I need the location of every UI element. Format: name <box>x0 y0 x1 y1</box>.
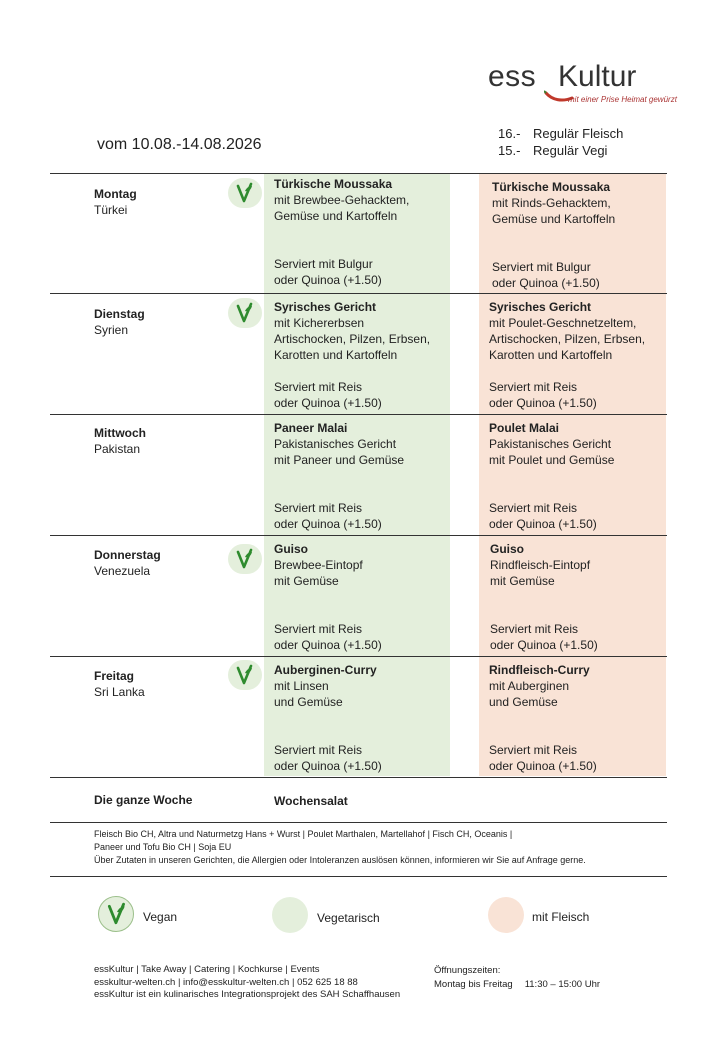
day-monday <box>94 186 137 218</box>
dish-line: Karotten und Kartoffeln <box>274 348 398 362</box>
dish-line: mit Paneer und Gemüse <box>274 453 405 467</box>
info-line: Paneer und Tofu Bio CH | Soja EU <box>94 842 232 852</box>
dish-line: mit Kichererbsen <box>274 316 365 330</box>
legend-vegetarian-label: Vegetarisch <box>317 911 380 925</box>
logo-kultur: Kultur <box>558 60 637 93</box>
serve-line: Serviert mit Reis <box>274 380 363 394</box>
serve-line: oder Quinoa (+1.50) <box>274 638 382 652</box>
serve-line: oder Quinoa (+1.50) <box>489 517 597 531</box>
day-thursday <box>94 547 161 579</box>
serve-line: Serviert mit Reis <box>274 622 363 636</box>
meat-serve-thursday <box>490 621 598 653</box>
meat-dish-friday <box>489 662 667 710</box>
footer-line: essKultur ist ein kulinarisches Integrationsprojekt des SAH Schaffhausen <box>94 989 401 1000</box>
price-label: Regulär Fleisch <box>533 126 624 141</box>
week-label: Die ganze Woche <box>94 793 193 807</box>
dish-line: Brewbee-Eintopf <box>274 558 363 572</box>
esskultur-logo <box>488 60 703 110</box>
meat-serve-tuesday <box>489 379 597 411</box>
legend-vegetarian-swatch <box>272 897 308 933</box>
legend-meat-label: mit Fleisch <box>532 910 590 924</box>
price-list <box>498 125 623 159</box>
dish-line: mit Auberginen <box>489 679 570 693</box>
divider <box>50 293 667 294</box>
vegan-icon <box>228 178 262 208</box>
serve-line: Serviert mit Reis <box>489 380 578 394</box>
day-friday <box>94 668 145 700</box>
info-line: Fleisch Bio CH, Altra und Naturmetzg Hans + Wurst | Poulet Marthalen, Martellahof | Fisch CH, Oceanis | <box>94 829 513 839</box>
dish-line: und Gemüse <box>274 695 343 709</box>
dish-title: Auberginen-Curry <box>274 663 377 677</box>
serve-line: oder Quinoa (+1.50) <box>490 638 598 652</box>
veg-serve-wednesday <box>274 500 382 532</box>
legend-meat-swatch <box>488 897 524 933</box>
footer-line: esskultur-welten.ch | info@esskultur-welten.ch | 052 625 18 88 <box>94 976 358 988</box>
vegan-icon <box>228 544 262 574</box>
day-country: Venezuela <box>94 564 151 578</box>
serve-line: Serviert mit Reis <box>489 743 578 757</box>
divider <box>50 876 667 877</box>
dish-title: Rindfleisch-Curry <box>489 663 590 677</box>
divider <box>50 535 667 536</box>
serve-line: oder Quinoa (+1.50) <box>274 759 382 773</box>
dish-line: mit Poulet und Gemüse <box>489 453 615 467</box>
dish-title: Türkische Moussaka <box>274 177 393 191</box>
serve-line: Serviert mit Reis <box>274 501 363 515</box>
serve-line: oder Quinoa (+1.50) <box>489 396 597 410</box>
dish-line: Rindfleisch-Eintopf <box>490 558 591 572</box>
veg-dish-wednesday <box>274 420 454 468</box>
serve-line: Serviert mit Bulgur <box>274 257 373 271</box>
dish-line: mit Rinds-Gehacktem, <box>492 196 611 210</box>
hours-days: Montag bis Freitag <box>434 979 513 990</box>
serve-line: Serviert mit Reis <box>274 743 363 757</box>
day-name: Donnerstag <box>94 548 161 562</box>
dish-line: Karotten und Kartoffeln <box>489 348 613 362</box>
serve-line: Serviert mit Reis <box>490 622 579 636</box>
dish-line: Pakistanisches Gericht <box>489 437 612 451</box>
dish-line: mit Gemüse <box>490 574 555 588</box>
dish-title: Syrisches Gericht <box>489 300 592 314</box>
dish-title: Syrisches Gericht <box>274 300 377 314</box>
price-value: 15.- <box>498 143 521 158</box>
dish-title: Guiso <box>274 542 309 556</box>
veg-dish-friday <box>274 662 454 710</box>
day-name: Mittwoch <box>94 426 146 440</box>
divider <box>50 656 667 657</box>
veg-dish-monday <box>274 176 454 224</box>
date-range: vom 10.08.-14.08.2026 <box>97 136 262 153</box>
day-wednesday <box>94 425 146 457</box>
logo-tagline: mit einer Prise Heimat gewürzt <box>568 95 677 104</box>
hours-title: Öffnungszeiten: <box>434 965 501 976</box>
dish-line: mit Gemüse <box>274 574 339 588</box>
serve-line: oder Quinoa (+1.50) <box>489 759 597 773</box>
day-country: Sri Lanka <box>94 685 145 699</box>
meat-dish-monday <box>492 179 667 227</box>
veg-dish-thursday <box>274 541 454 589</box>
legend-vegan-label: Vegan <box>143 910 178 924</box>
dish-title: Paneer Malai <box>274 421 348 435</box>
vegan-icon <box>228 298 262 328</box>
dish-title: Guiso <box>490 542 525 556</box>
meat-dish-wednesday <box>489 420 667 468</box>
divider <box>50 173 667 174</box>
dish-line: Pakistanisches Gericht <box>274 437 397 451</box>
legend-vegan-icon <box>98 896 134 932</box>
dish-line: mit Brewbee-Gehacktem, <box>274 193 410 207</box>
hours-time: 11:30 – 15:00 Uhr <box>524 979 601 990</box>
day-country: Türkei <box>94 203 128 217</box>
footer-line: essKultur | Take Away | Catering | Kochkurse | Events <box>94 964 320 975</box>
footer-contact <box>94 964 400 1002</box>
dish-line: Gemüse und Kartoffeln <box>492 212 616 226</box>
divider <box>50 822 667 823</box>
day-country: Syrien <box>94 323 129 337</box>
sourcing-info <box>94 828 674 867</box>
divider <box>50 414 667 415</box>
meat-dish-tuesday <box>489 299 667 363</box>
serve-line: oder Quinoa (+1.50) <box>492 276 600 290</box>
dish-line: und Gemüse <box>489 695 558 709</box>
meat-serve-monday <box>492 259 600 291</box>
dish-line: Gemüse und Kartoffeln <box>274 209 398 223</box>
day-country: Pakistan <box>94 442 141 456</box>
logo-ess: ess <box>488 60 537 93</box>
day-name: Freitag <box>94 669 135 683</box>
serve-line: Serviert mit Reis <box>489 501 578 515</box>
dish-line: Artischocken, Pilzen, Erbsen, <box>274 332 431 346</box>
veg-serve-monday <box>274 256 382 288</box>
price-row-vegi <box>498 142 623 159</box>
week-dish: Wochensalat <box>274 794 348 808</box>
dish-line: Artischocken, Pilzen, Erbsen, <box>489 332 646 346</box>
dish-title: Poulet Malai <box>489 421 560 435</box>
info-line: Über Zutaten in unseren Gerichten, die Allergien oder Intoleranzen auslösen können, informieren wir Sie auf Anfrage gerne. <box>94 855 586 865</box>
serve-line: oder Quinoa (+1.50) <box>274 517 382 531</box>
vegan-icon <box>228 660 262 690</box>
veg-serve-thursday <box>274 621 382 653</box>
price-label: Regulär Vegi <box>533 143 608 158</box>
day-tuesday <box>94 306 145 338</box>
day-name: Dienstag <box>94 307 145 321</box>
veg-dish-tuesday <box>274 299 454 363</box>
meat-serve-wednesday <box>489 500 597 532</box>
meat-dish-thursday <box>490 541 668 589</box>
veg-serve-tuesday <box>274 379 382 411</box>
serve-line: oder Quinoa (+1.50) <box>274 273 382 287</box>
dish-title: Türkische Moussaka <box>492 180 611 194</box>
price-row-meat <box>498 125 623 142</box>
serve-line: Serviert mit Bulgur <box>492 260 591 274</box>
veg-serve-friday <box>274 742 382 774</box>
price-value: 16.- <box>498 126 521 141</box>
day-name: Montag <box>94 187 137 201</box>
opening-hours <box>434 964 600 992</box>
dish-line: mit Linsen <box>274 679 329 693</box>
meat-serve-friday <box>489 742 597 774</box>
divider <box>50 777 667 778</box>
dish-line: mit Poulet-Geschnetzeltem, <box>489 316 637 330</box>
serve-line: oder Quinoa (+1.50) <box>274 396 382 410</box>
